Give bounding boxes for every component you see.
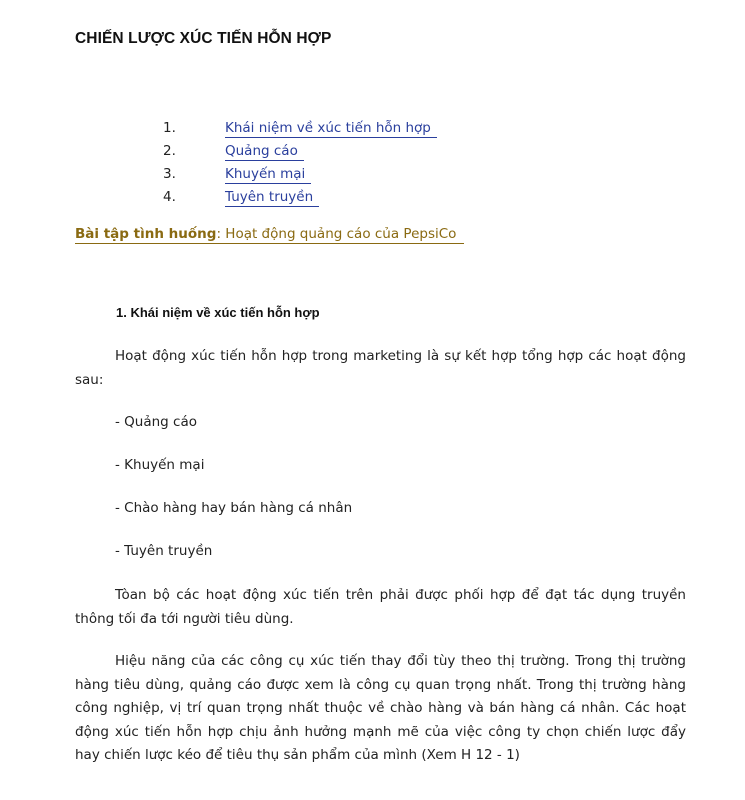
toc-link-khai-niem[interactable]: Khái niệm về xúc tiến hỗn hợp xyxy=(225,120,437,138)
toc-number: 3. xyxy=(163,166,176,182)
case-study-link[interactable] xyxy=(75,226,464,244)
body-paragraph: Tòan bộ các hoạt động xúc tiến trên phải được phối hợp để đạt tác dụng truyền thông tối đa tới người tiêu dùng. xyxy=(75,587,686,627)
case-study-separator: : xyxy=(216,226,221,242)
toc-number: 2. xyxy=(163,143,176,159)
bullet-item: - Chào hàng hay bán hàng cá nhân xyxy=(115,500,353,516)
toc-link-quang-cao[interactable]: Quảng cáo xyxy=(225,143,304,161)
body-paragraph: Hiệu năng của các công cụ xúc tiến thay đổi tùy theo thị trường. Trong thị trường hàng tiêu dùng, quảng cáo được xem là công cụ quan trọng nhất. Trong thị trường hàng công nghiệp, vị trí quan trọng nhất thuộc về chào hàng và bán hàng cá nhân. Các hoạt động xúc tiến hỗn hợp chịu ảnh hưởng mạnh mẽ của việc công ty chọn chiến lược đẩy hay chiến lược kéo để tiêu thụ sản phẩm của mình (Xem H 12 - 1) xyxy=(75,653,686,763)
toc-number: 1. xyxy=(163,120,176,136)
intro-paragraph: Hoạt động xúc tiến hỗn hợp trong marketing là sự kết hợp tổng hợp các hoạt động sau: xyxy=(75,348,686,388)
toc-link-tuyen-truyen[interactable]: Tuyên truyền xyxy=(225,189,319,207)
bullet-item: - Quảng cáo xyxy=(115,414,197,430)
section-heading: 1. Khái niệm về xúc tiến hỗn hợp xyxy=(116,305,320,320)
bullet-item: - Tuyên truyền xyxy=(115,543,213,559)
document-title: CHIẾN LƯỢC XÚC TIẾN HỖN HỢP xyxy=(75,30,332,47)
case-study-text: Hoạt động quảng cáo của PepsiCo xyxy=(221,226,457,242)
toc-number: 4. xyxy=(163,189,176,205)
case-study-label: Bài tập tình huống xyxy=(75,226,217,242)
toc-link-khuyen-mai[interactable]: Khuyến mại xyxy=(225,166,311,184)
bullet-item: - Khuyến mại xyxy=(115,457,205,473)
